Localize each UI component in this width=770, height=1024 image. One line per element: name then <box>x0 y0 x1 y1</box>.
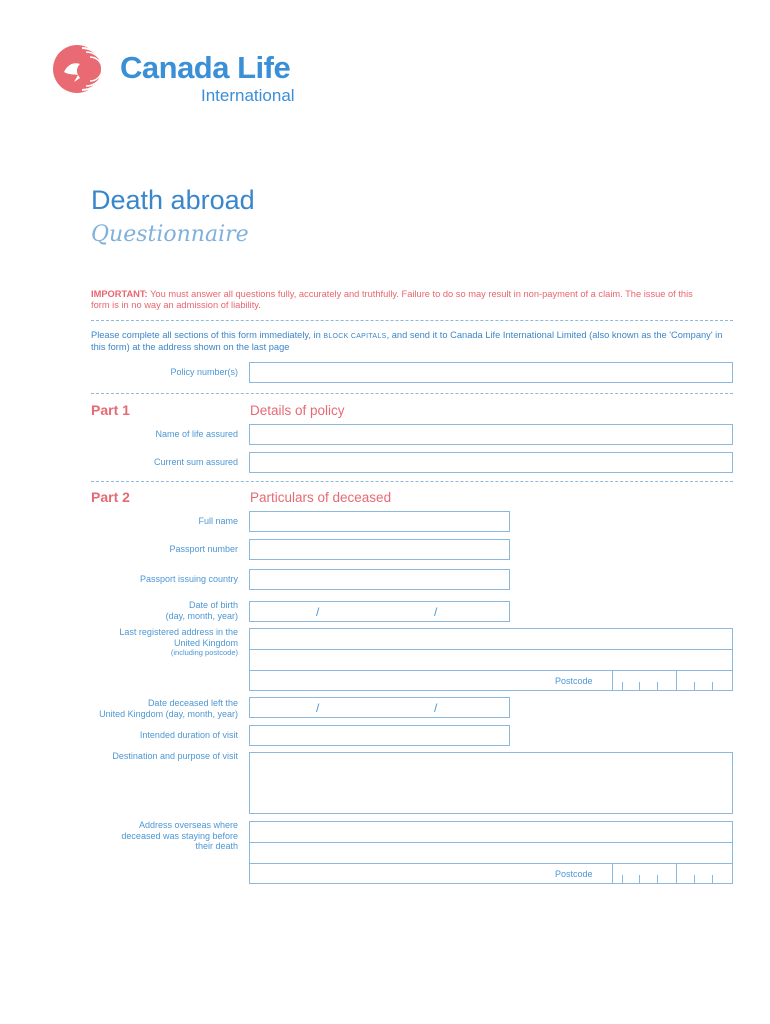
date-of-birth-label-line1: Date of birth <box>188 600 238 610</box>
postcode-tick <box>639 875 640 884</box>
divider <box>91 481 733 482</box>
postcode-tick <box>657 875 658 884</box>
postcode-tick <box>712 682 713 691</box>
postcode-label: Postcode <box>555 676 593 686</box>
postcode-tick <box>639 682 640 691</box>
visit-duration-field[interactable] <box>249 725 510 746</box>
passport-country-label: Passport issuing country <box>139 574 238 584</box>
destination-purpose-label: Destination and purpose of visit <box>112 751 238 761</box>
date-separator: / <box>316 605 320 619</box>
date-separator: / <box>316 701 320 715</box>
overseas-address-label <box>121 820 238 852</box>
brand-name: Canada Life <box>120 50 291 85</box>
full-name-field[interactable] <box>249 511 510 532</box>
date-of-birth-label <box>166 600 238 621</box>
policy-number-label: Policy number(s) <box>170 367 238 377</box>
passport-number-field[interactable] <box>249 539 510 560</box>
date-left-uk-label <box>99 698 238 719</box>
uk-postcode-boxes[interactable] <box>612 671 733 691</box>
date-separator: / <box>434 701 438 715</box>
uk-address-label-line1: Last registered address in the <box>119 627 238 637</box>
overseas-address-label-line1: Address overseas where <box>138 820 238 830</box>
life-assured-label: Name of life assured <box>155 429 238 439</box>
date-left-uk-label-line2: United Kingdom (day, month, year) <box>99 708 238 719</box>
document-subtitle: Questionnaire <box>91 222 249 247</box>
overseas-postcode-boxes[interactable] <box>612 864 733 884</box>
visit-duration-label: Intended duration of visit <box>139 730 238 740</box>
overseas-postcode-row <box>250 864 732 884</box>
uk-address-label <box>119 627 238 659</box>
postcode-tick <box>694 875 695 884</box>
date-of-birth-label-line2: (day, month, year) <box>165 610 238 621</box>
passport-number-label: Passport number <box>169 544 238 554</box>
document-title: Death abroad <box>91 185 255 215</box>
postcode-separator <box>676 671 677 691</box>
part1-title: Details of policy <box>250 403 345 418</box>
postcode-separator <box>612 671 613 691</box>
divider <box>91 393 733 394</box>
uk-address-label-line2: United Kingdom <box>173 637 238 648</box>
life-assured-field[interactable] <box>249 424 733 445</box>
postcode-tick <box>694 682 695 691</box>
postcode-tick <box>657 682 658 691</box>
date-of-birth-field[interactable] <box>249 601 510 622</box>
full-name-label: Full name <box>198 516 238 526</box>
date-left-uk-field[interactable] <box>249 697 510 718</box>
address-line-divider <box>250 649 732 650</box>
canada-life-logo-icon <box>52 42 106 96</box>
postcode-separator <box>612 864 613 884</box>
overseas-address-label-line2: deceased was staying before <box>121 830 238 841</box>
overseas-address-label-line3: their death <box>195 841 238 851</box>
postcode-label: Postcode <box>555 869 593 879</box>
postcode-tick <box>622 875 623 884</box>
sum-assured-field[interactable] <box>249 452 733 473</box>
uk-address-label-line3: (including postcode) <box>170 648 238 657</box>
sum-assured-label: Current sum assured <box>153 457 238 467</box>
postcode-tick <box>622 682 623 691</box>
passport-country-field[interactable] <box>249 569 510 590</box>
address-line-divider <box>250 842 732 843</box>
part2-number: Part 2 <box>91 489 130 505</box>
brand-subtitle: International <box>201 86 295 105</box>
instructions-text-end: , and send it to Canada Life International Limited (also known as the 'Company' in this form) at the address shown on the last page <box>91 330 723 352</box>
date-separator: / <box>434 605 438 619</box>
postcode-tick <box>712 875 713 884</box>
part1-number: Part 1 <box>91 402 130 418</box>
uk-postcode-row <box>250 671 732 691</box>
important-text: You must answer all questions fully, accurately and truthfully. Failure to do so may result in non-payment of a claim. The issue of this form is in no way an admission of liability. <box>91 289 693 310</box>
instructions-text: Please complete all sections of this form immediately, in <box>91 330 324 340</box>
part2-title: Particulars of deceased <box>250 490 392 505</box>
date-left-uk-label-line1: Date deceased left the <box>147 698 238 708</box>
uk-address-field[interactable] <box>249 628 733 691</box>
policy-number-field[interactable] <box>249 362 733 383</box>
instructions-caps: BLOCK CAPITALS <box>323 333 387 340</box>
instructions <box>91 330 731 353</box>
important-notice <box>91 289 711 311</box>
postcode-separator <box>676 864 677 884</box>
destination-purpose-field[interactable] <box>249 752 733 814</box>
divider <box>91 320 733 321</box>
important-label: IMPORTANT: <box>91 289 148 299</box>
overseas-address-field[interactable] <box>249 821 733 884</box>
